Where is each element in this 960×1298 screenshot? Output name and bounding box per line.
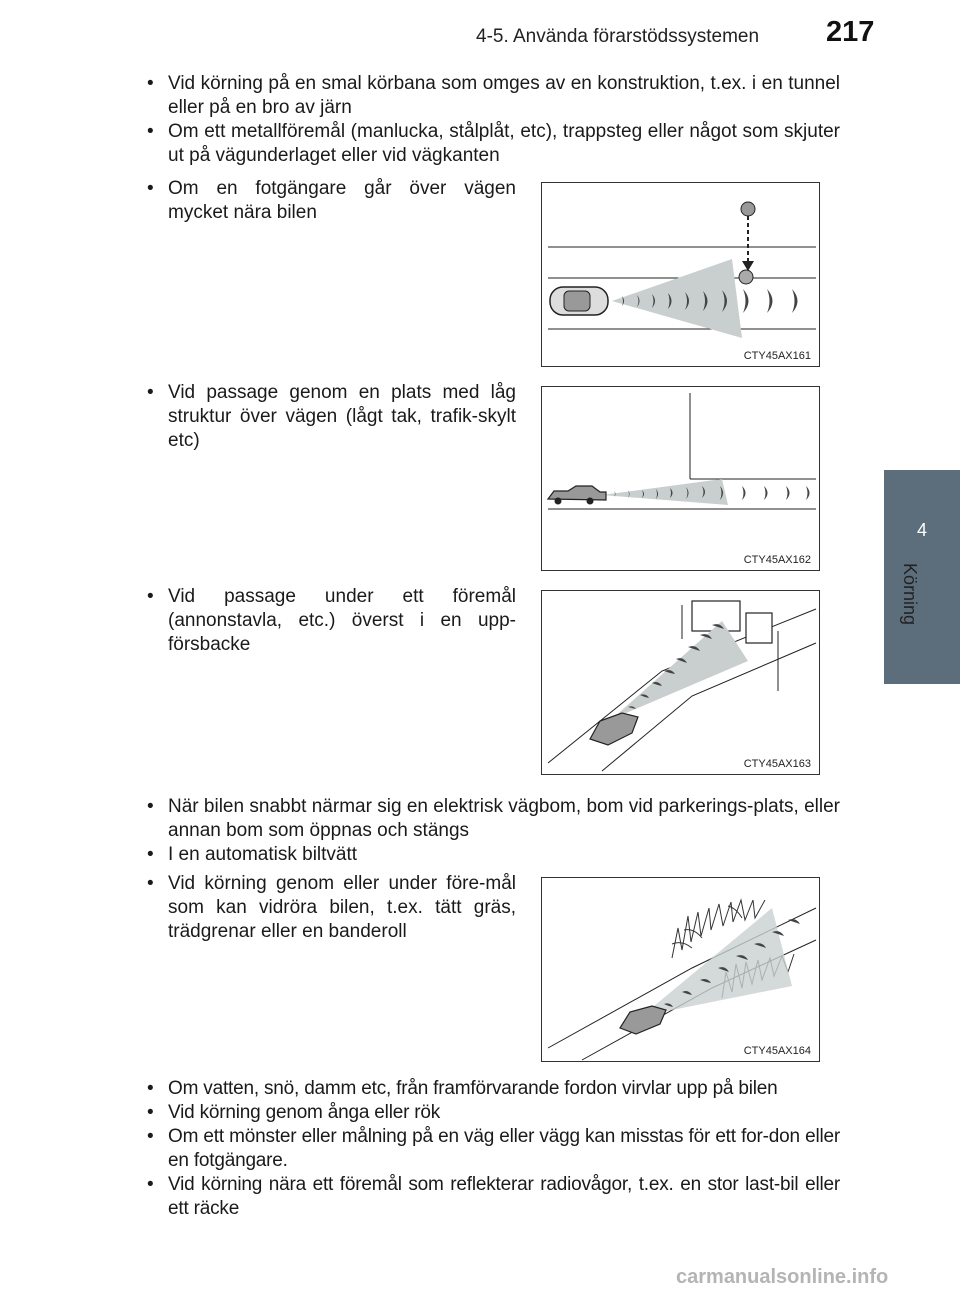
list-item: • Om ett mönster eller målning på en väg eller vägg kan misstas för ett for-don eller en fotgängare. xyxy=(144,1125,840,1173)
list-item: • Om en fotgängare går över vägen mycket nära bilen xyxy=(144,177,516,225)
page-number: 217 xyxy=(826,16,875,48)
list-item: • Om ett metallföremål (manlucka, stålplåt, etc), trappsteg eller något som skjuter ut på vägunderlaget eller vid vägkanten xyxy=(144,120,840,168)
low-structure-illustration xyxy=(541,386,820,571)
bullet-list-bottom xyxy=(144,1077,840,1221)
figure-caption-1 xyxy=(144,177,516,225)
figure-caption-4 xyxy=(144,872,516,944)
list-item: • Vid körning genom eller under före-mål som kan vidröra bilen, t.ex. tätt gräs, trädgrenar eller en banderoll xyxy=(144,872,516,944)
list-item: • Vid passage genom en plats med låg struktur över vägen (lågt tak, trafik-skylt etc) xyxy=(144,381,516,453)
watermark: carmanualsonline.info xyxy=(676,1266,889,1288)
list-item: • Vid körning nära ett föremål som reflekterar radiovågor, t.ex. en stor last-bil eller ett räcke xyxy=(144,1173,840,1221)
list-item: • I en automatisk biltvätt xyxy=(144,843,840,867)
grass-branches-illustration xyxy=(541,877,820,1062)
figure-code: CTY45AX162 xyxy=(743,554,811,566)
list-item: • Om vatten, snö, damm etc, från framförvarande fordon virvlar upp på bilen xyxy=(144,1077,840,1101)
figure-code: CTY45AX163 xyxy=(743,758,811,770)
bullet-list-top xyxy=(144,72,840,168)
list-item: • Vid körning genom ånga eller rök xyxy=(144,1101,840,1125)
figure-code: CTY45AX161 xyxy=(743,350,811,362)
list-item: • Vid körning på en smal körbana som omges av en konstruktion, t.ex. i en tunnel eller på en bro av järn xyxy=(144,72,840,120)
figure-caption-2 xyxy=(144,381,516,453)
figure-caption-3 xyxy=(144,585,516,657)
list-item: • Vid passage under ett föremål (annonstavla, etc.) överst i en upp-försbacke xyxy=(144,585,516,657)
chapter-number: 4 xyxy=(916,520,927,540)
bullet-list-middle xyxy=(144,795,840,867)
billboard-uphill-illustration xyxy=(541,590,820,775)
chapter-tab xyxy=(884,470,960,684)
running-header: 4-5. Använda förarstödssystemen xyxy=(476,26,760,47)
list-item: • När bilen snabbt närmar sig en elektrisk vägbom, bom vid parkerings-plats, eller annan bom som öppnas och stängs xyxy=(144,795,840,843)
chapter-label: Körning xyxy=(900,563,920,626)
figure-code: CTY45AX164 xyxy=(743,1045,811,1057)
pedestrian-crossing-illustration xyxy=(541,182,820,367)
